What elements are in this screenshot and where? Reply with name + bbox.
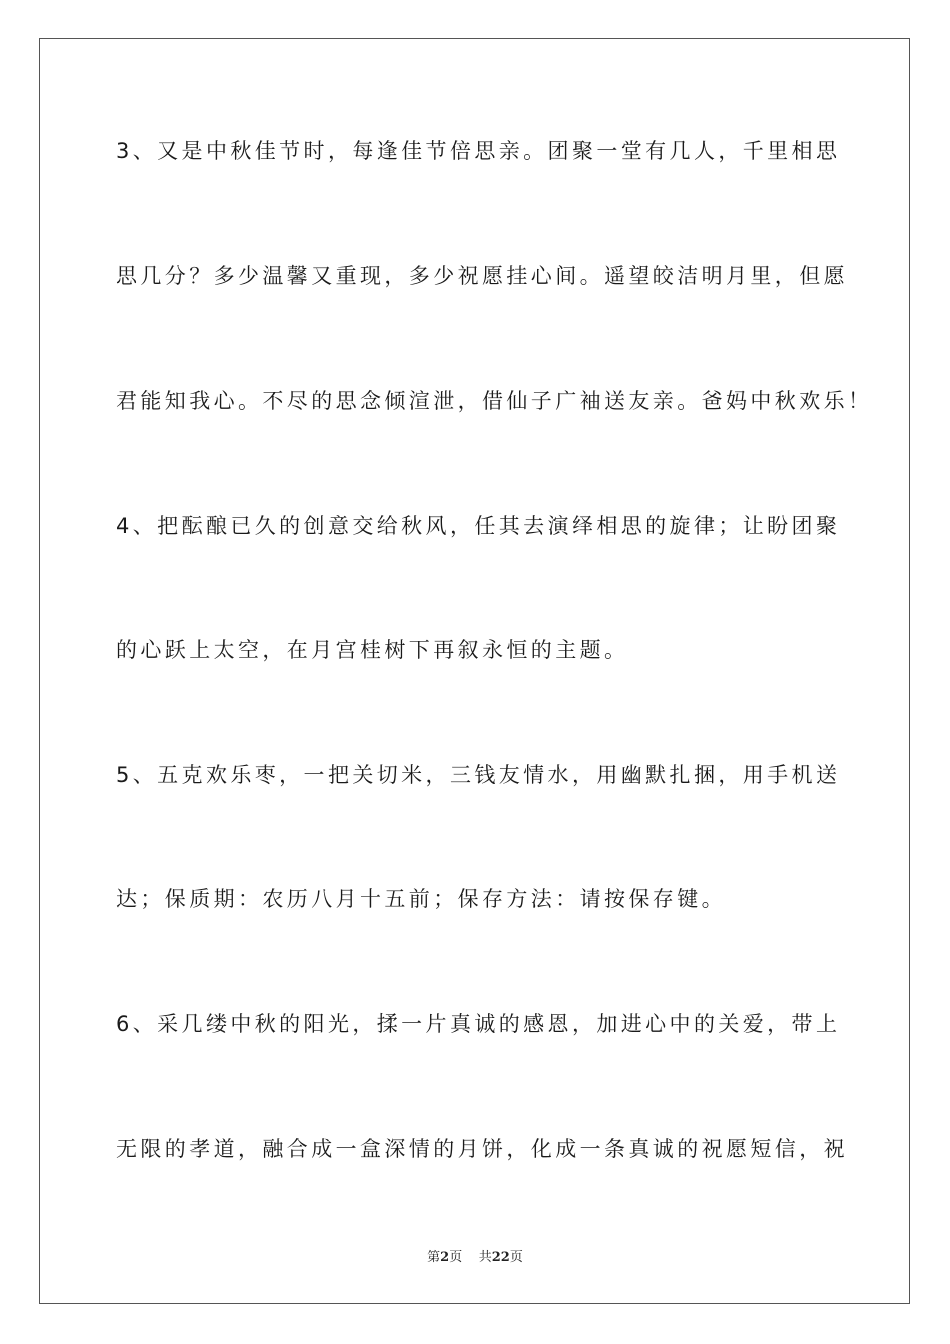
page-border (39, 38, 910, 1304)
total-pages: 22 (491, 1250, 510, 1265)
page-prefix: 第 (427, 1250, 441, 1265)
page-number: 2 (440, 1250, 450, 1265)
text-line: 无限的孝道，融合成一盒深情的月饼，化成一条真诚的祝愿短信，祝 (116, 1137, 848, 1161)
text-line: 的心跃上太空，在月宫桂树下再叙永恒的主题。 (116, 638, 629, 662)
text-line: 6、采几缕中秋的阳光，揉一片真诚的感恩，加进心中的关爱，带上 (116, 1012, 841, 1036)
text-line: 思几分？多少温馨又重现，多少祝愿挂心间。遥望皎洁明月里，但愿 (116, 264, 848, 288)
total-suffix: 页 (509, 1250, 523, 1265)
text-line: 4、把酝酿已久的创意交给秋风，任其去演绎相思的旋律；让盼团聚 (116, 514, 841, 538)
text-line: 君能知我心。不尽的思念倾渲泄，借仙子广袖送友亲。爸妈中秋欢乐！ (116, 389, 873, 413)
text-line: 达；保质期：农历八月十五前；保存方法：请按保存键。 (116, 887, 726, 911)
text-line: 5、五克欢乐枣，一把关切米，三钱友情水，用幽默扎捆，用手机送 (116, 763, 841, 787)
text-line: 3、又是中秋佳节时，每逢佳节倍思亲。团聚一堂有几人，千里相思 (116, 139, 841, 163)
page-suffix: 页 (449, 1250, 463, 1265)
page-footer (0, 1246, 950, 1265)
total-prefix: 共 (478, 1250, 492, 1265)
